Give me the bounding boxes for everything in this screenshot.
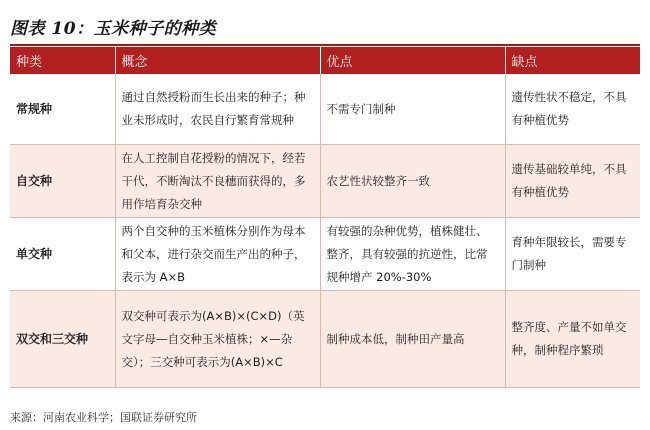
- cell-disadvantage: 育种年限较长，需要专门制种: [505, 218, 640, 291]
- cell-concept: 通过自然授粉而生长出来的种子；种业未形成时，农民自行繁育常规种: [115, 74, 320, 145]
- cell-advantage: 制种成本低，制种田产量高: [320, 291, 505, 388]
- cell-concept: 两个自交种的玉米植株分别作为母本和父本，进行杂交而生产出的种子，表示为 A×B: [115, 218, 320, 291]
- figure-title: 图表 10：玉米种子的种类: [10, 19, 217, 39]
- table-header-row: [10, 47, 640, 74]
- table-row: [10, 74, 640, 145]
- cell-type: 双交和三交种: [10, 291, 115, 388]
- cell-concept: 双交种可表示为(A×B)×(C×D)（英文字母—自交种玉米植株；×—杂交）；三交种可表示为(A×B)×C: [115, 291, 320, 388]
- cell-type: 常规种: [10, 74, 115, 145]
- table-row: [10, 218, 640, 291]
- cell-disadvantage: 整齐度、产量不如单交种，制种程序繁琐: [505, 291, 640, 388]
- cell-disadvantage: 遗传基础较单纯，不具有种植优势: [505, 145, 640, 218]
- title-divider: [10, 44, 640, 46]
- cell-disadvantage: 遗传性状不稳定，不具有种植优势: [505, 74, 640, 145]
- table-row: [10, 145, 640, 218]
- header-disadvantage: 缺点: [505, 47, 640, 74]
- cell-concept: 在人工控制自花授粉的情况下，经若干代，不断淘汰不良穗而获得的，多用作培育杂交种: [115, 145, 320, 218]
- cell-type: 自交种: [10, 145, 115, 218]
- header-advantage: 优点: [320, 47, 505, 74]
- cell-advantage: 不需专门制种: [320, 74, 505, 145]
- cell-advantage: 有较强的杂种优势，植株健壮、整齐，具有较强的抗逆性，比常规种增产 20%-30%: [320, 218, 505, 291]
- header-concept: 概念: [115, 47, 320, 74]
- source-note: 来源：河南农业科学；国联证券研究所: [10, 411, 197, 424]
- seed-types-table: [10, 47, 640, 388]
- table-row: [10, 291, 640, 388]
- cell-type: 单交种: [10, 218, 115, 291]
- cell-advantage: 农艺性状较整齐一致: [320, 145, 505, 218]
- header-type: 种类: [10, 47, 115, 74]
